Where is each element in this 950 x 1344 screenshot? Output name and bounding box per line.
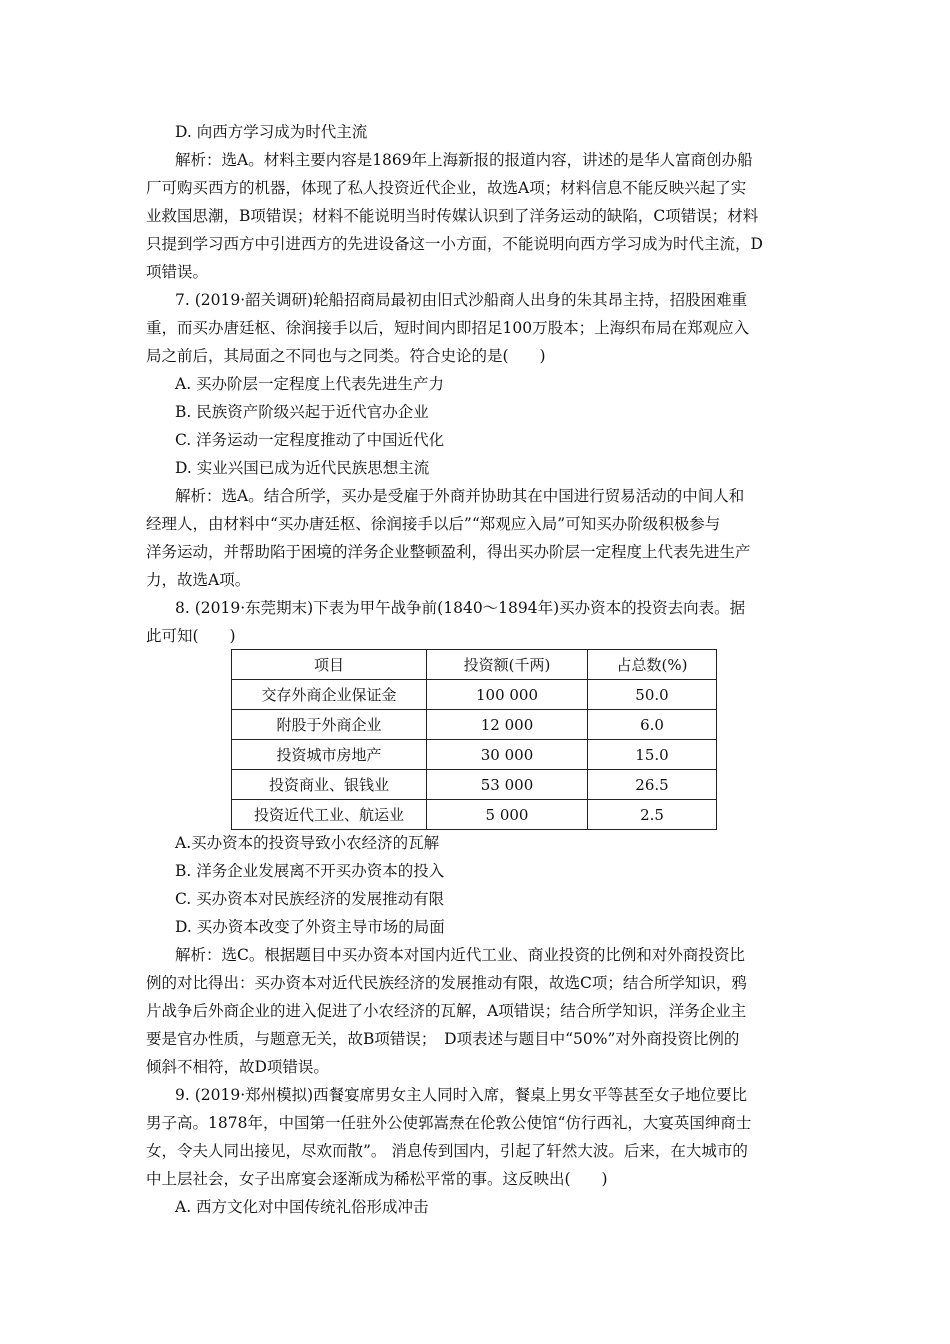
option-a-q9: A. 西方文化对中国传统礼俗形成冲击 <box>175 1198 429 1216</box>
table-header-row <box>232 650 717 680</box>
question-7-line1: 7. (2019·韶关调研)轮船招商局最初由旧式沙船商人出身的朱其昂主持，招股困难重 <box>175 291 748 309</box>
question-9-line1: 9. (2019·郑州模拟)西餐宴席男女主人同时入席，餐桌上男女平等甚至女子地位要比 <box>175 1086 748 1104</box>
table-header: 项目 <box>232 650 427 680</box>
analysis-q7-line2: 经理人，由材料中“买办唐廷枢、徐润接手以后”“郑观应入局”可知买办阶级积极参与 <box>146 515 721 533</box>
table-row <box>232 740 717 770</box>
table-row <box>232 800 717 830</box>
table-cell: 26.5 <box>588 770 717 800</box>
analysis-q7-line3: 洋务运动，并帮助陷于困境的洋务企业整顿盈利，得出买办阶层一定程度上代表先进生产 <box>146 543 751 561</box>
analysis-q6-line5: 项错误。 <box>146 263 209 281</box>
option-d-q6: D. 向西方学习成为时代主流 <box>175 123 368 141</box>
table-cell: 30 000 <box>427 740 588 770</box>
option-a-q7: A. 买办阶层一定程度上代表先进生产力 <box>175 375 445 393</box>
table-header: 占总数(%) <box>588 650 717 680</box>
table-cell: 5 000 <box>427 800 588 830</box>
table-cell: 交存外商企业保证金 <box>232 680 427 710</box>
analysis-q6-line2: 厂可购买西方的机器，体现了私人投资近代企业，故选A项；材料信息不能反映兴起了实 <box>146 179 747 197</box>
question-8-line2: 此可知( ) <box>146 627 236 645</box>
option-c-q8: C. 买办资本对民族经济的发展推动有限 <box>175 890 445 908</box>
analysis-q8-line2: 例的对比得出：买办资本对近代民族经济的发展推动有限，故选C项；结合所学知识，鸦 <box>146 974 747 992</box>
table-cell: 100 000 <box>427 680 588 710</box>
table-cell: 投资近代工业、航运业 <box>232 800 427 830</box>
analysis-q6-line4: 只提到学习西方中引进西方的先进设备这一小方面，不能说明向西方学习成为时代主流，D <box>146 235 763 253</box>
question-7-line2: 重，而买办唐廷枢、徐润接手以后，短时间内即招足100万股本；上海织布局在郑观应入 <box>146 319 750 337</box>
table-cell: 附股于外商企业 <box>232 710 427 740</box>
option-a-q8: A.买办资本的投资导致小农经济的瓦解 <box>175 834 440 852</box>
table-cell: 53 000 <box>427 770 588 800</box>
table-cell: 6.0 <box>588 710 717 740</box>
question-9-line2: 男子高。1878年，中国第一任驻外公使郭嵩焘在伦敦公使馆“仿行西礼，大宴英国绅商士 <box>146 1114 752 1132</box>
analysis-q8-line4: 要是官办性质，与题意无关，故B项错误； D项表述与题目中“50%”对外商投资比例的 <box>146 1030 740 1048</box>
question-9-line4: 中上层社会，女子出席宴会逐渐成为稀松平常的事。这反映出( ) <box>146 1170 608 1188</box>
table-cell: 12 000 <box>427 710 588 740</box>
question-9-line3: 女，令夫人同出接见，尽欢而散”。 消息传到国内，引起了轩然大波。后来，在大城市的 <box>146 1142 748 1160</box>
option-d-q7: D. 实业兴国已成为近代民族思想主流 <box>175 459 430 477</box>
question-7-line3: 局之前后，其局面之不同也与之同类。符合史论的是( ) <box>146 347 546 365</box>
option-d-q8: D. 买办资本改变了外资主导市场的局面 <box>175 918 445 936</box>
table-row <box>232 680 717 710</box>
table-cell: 50.0 <box>588 680 717 710</box>
table-cell: 投资商业、银钱业 <box>232 770 427 800</box>
analysis-q6-line1: 解析：选A。材料主要内容是1869年上海新报的报道内容，讲述的是华人富商创办船 <box>175 151 753 169</box>
table-cell: 15.0 <box>588 740 717 770</box>
analysis-q8-line5: 倾斜不相符，故D项错误。 <box>146 1058 329 1076</box>
table-cell: 投资城市房地产 <box>232 740 427 770</box>
analysis-q6-line3: 业救国思潮，B项错误；材料不能说明当时传媒认识到了洋务运动的缺陷，C项错误；材料 <box>146 207 759 225</box>
analysis-q7-line4: 力，故选A项。 <box>146 571 251 589</box>
question-8-line1: 8. (2019·东莞期末)下表为甲午战争前(1840～1894年)买办资本的投资去向表。据 <box>175 599 746 617</box>
analysis-q7-line1: 解析：选A。结合所学，买办是受雇于外商并协助其在中国进行贸易活动的中间人和 <box>175 487 745 505</box>
analysis-q8-line1: 解析：选C。根据题目中买办资本对国内近代工业、商业投资的比例和对外商投资比 <box>175 946 745 964</box>
investment-table <box>231 649 717 830</box>
table-cell: 2.5 <box>588 800 717 830</box>
table-header: 投资额(千两) <box>427 650 588 680</box>
option-b-q7: B. 民族资产阶级兴起于近代官办企业 <box>175 403 429 421</box>
table-row <box>232 770 717 800</box>
analysis-q8-line3: 片战争后外商企业的进入促进了小农经济的瓦解，A项错误；结合所学知识，洋务企业主 <box>146 1002 747 1020</box>
table-row <box>232 710 717 740</box>
option-b-q8: B. 洋务企业发展离不开买办资本的投入 <box>175 862 445 880</box>
option-c-q7: C. 洋务运动一定程度推动了中国近代化 <box>175 431 445 449</box>
